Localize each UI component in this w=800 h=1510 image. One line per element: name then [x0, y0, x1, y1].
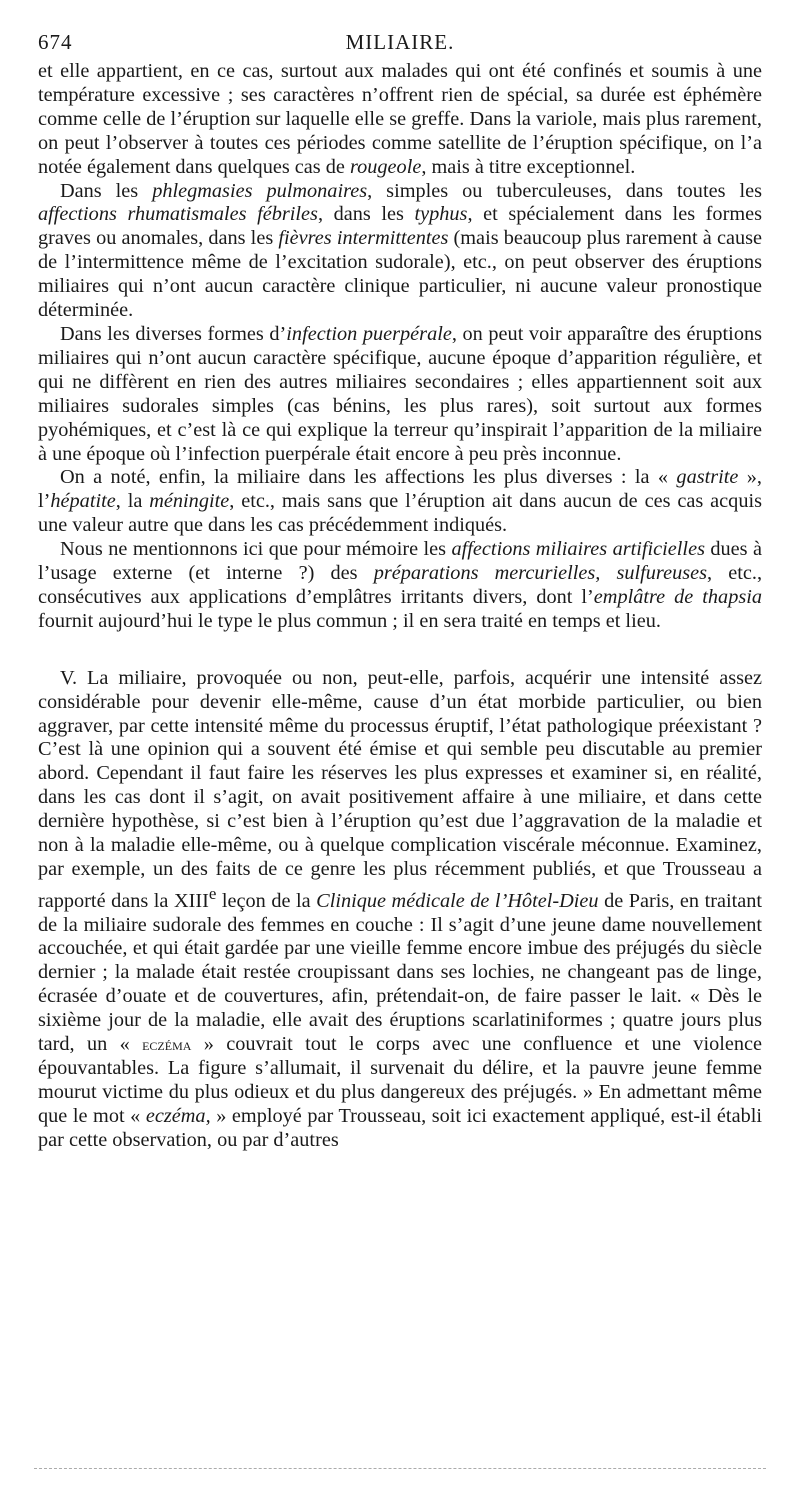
text-run: (mais beaucoup plus rarement à cause de l’intermittence même de l’excitation sudorale), etc., on peut observer des éruptions miliaires qui n’ont aucun caractère clinique particulier, ni aucune valeur pronostique déterminée.: [38, 227, 763, 322]
running-head: MILIAIRE.: [345, 30, 455, 54]
text-run: de Paris, en traitant de la miliaire sudorale des femmes en couche : Il s’agit d’une jeune dame nouvellement accouchée, et qui était gardée par une vieille femme encore imbue des préjugés du siècle dernier ; la malade était restée croupissant dans ses lochies, ne changeant pas de linge, écrasée d’ouate et de couvertures, afin, prétendait-on, de faire passer le lait. « Dès le sixième jour de la maladie, elle avait des éruptions scarlatiniformes ; quatre jours plus tard, un «: [38, 889, 763, 1056]
italic-text: affections miliaires artificielles: [451, 538, 705, 561]
text-run: et elle appartient, en ce cas, surtout aux malades qui ont été confinés et soumis à une température excessive ; ses caractères n’offrent rien de spécial, sa durée est éphémère comme celle de l’éruption sur laquelle elle se greffe. Dans la variole, mais plus rarement, on peut l’observer à toutes ces périodes comme satellite de l’éruption spécifique, on l’a notée également dans quelques cas de: [38, 60, 762, 178]
italic-text: rougeole: [349, 155, 422, 178]
paragraph: [38, 466, 762, 538]
italic-text: infection puerpérale: [286, 322, 452, 345]
bottom-rule: [34, 1468, 766, 1469]
text-run: , etc., mais sans que l’éruption ait dans aucun de ces cas acquis une valeur autre que dans les cas précédemment indiqués.: [38, 490, 762, 537]
superscript-text: e: [208, 883, 217, 903]
text-run: , et spécialement dans les formes graves ou anomales, dans les: [38, 203, 762, 250]
section-paragraph: [38, 667, 762, 1153]
text-run: fournit aujourd’hui le type le plus commun ; il en sera traité en temps et lieu.: [38, 609, 661, 632]
paragraph: [38, 538, 762, 634]
italic-text: gastrite: [676, 466, 739, 489]
italic-text: hépatite: [50, 490, 116, 513]
text-run: , on peut voir apparaître des éruptions miliaires qui n’ont aucun caractère spécifique, aucune époque d’apparition régulière, et qui ne diffèrent en rien des autres miliaires secondaires ; elles appartiennent soit aux miliaires sudorales simples (cas bénins, les plus rares), soit surtout aux formes pyohémiques, et c’est là ce qui explique la terreur qu’inspirait l’apparition de la miliaire à une époque où l’infection puerpérale était encore à peu près inconnue.: [38, 322, 762, 465]
paragraph: [38, 323, 762, 466]
italic-text: méningite: [149, 490, 230, 513]
text-run: , mais à titre exceptionnel.: [421, 155, 636, 178]
text-run: Dans les diverses formes d’: [60, 322, 287, 345]
text-run: On a noté, enfin, la miliaire dans les affections les plus diverses : la «: [60, 466, 677, 489]
text-run: V. La miliaire, provoquée ou non, peut-elle, parfois, acquérir une intensité assez considérable pour devenir elle-même, cause d’un état morbide particulier, ou bien aggraver, par cette intensité même du processus éruptif, l’état pathologique préexistant ? C’est là une opinion qui a souvent été émise et qui semble peu discutable au premier abord. Cependant il faut faire les réserves les plus expresses et examiner si, en réalité, dans les cas dont il s’agit, on avait positivement affaire à une miliaire, et dans cette dernière hypothèse, si c’est bien à l’éruption qu’est due l’aggravation de la maladie et non à la maladie elle-même, ou à quelque complication viscérale méconnue. Examinez, par exemple, un des faits de ce genre les plus récemment publiés, et que Trousseau a rapporté dans la XIII: [38, 666, 762, 912]
paragraph: [38, 180, 762, 323]
text-run: dues à l’usage externe (et interne ?) des: [38, 538, 763, 585]
italic-text: emplâtre de thapsia: [593, 585, 762, 608]
text-run: » couvrait tout le corps avec une confluence et une violence épouvantables. La figure s’allumait, il survenait du délire, et la pauvre jeune femme mourut victime du plus odieux et du plus dangereux des préjugés. » En admettant même que le mot «: [38, 1033, 762, 1127]
body-text: [38, 60, 762, 1153]
italic-text: eczéma,: [145, 1104, 211, 1127]
text-run: » employé par Trousseau, soit ici exactement appliqué, est-il établi par cette observation, ou par d’autres: [38, 1104, 762, 1151]
italic-text: Clinique médicale de l’Hôtel-Dieu: [316, 889, 599, 912]
text-run: Nous ne mentionnons ici que pour mémoire les: [60, 538, 452, 561]
text-run: , simples ou tuberculeuses, dans toutes les: [367, 179, 762, 202]
text-run: leçon de la: [216, 889, 317, 912]
small-caps-text: eczéma: [142, 1035, 192, 1055]
paragraph: [38, 60, 762, 180]
text-run: », l’: [38, 466, 762, 513]
page-number: 674: [38, 30, 73, 54]
page-header: [38, 30, 762, 60]
italic-text: fièvres intermittentes: [278, 227, 449, 250]
text-run: , la: [115, 490, 150, 513]
italic-text: phlegmasies pulmonaires: [152, 179, 368, 202]
italic-text: préparations mercurielles, sulfureuses: [373, 562, 708, 585]
text-run: , dans les: [317, 203, 415, 226]
text-run: , etc., consécutives aux applications d’emplâtres irritants divers, dont l’: [38, 562, 763, 608]
text-run: Dans les: [60, 179, 153, 202]
italic-text: affections rhumatismales fébriles: [38, 203, 318, 226]
italic-text: typhus: [414, 203, 468, 226]
